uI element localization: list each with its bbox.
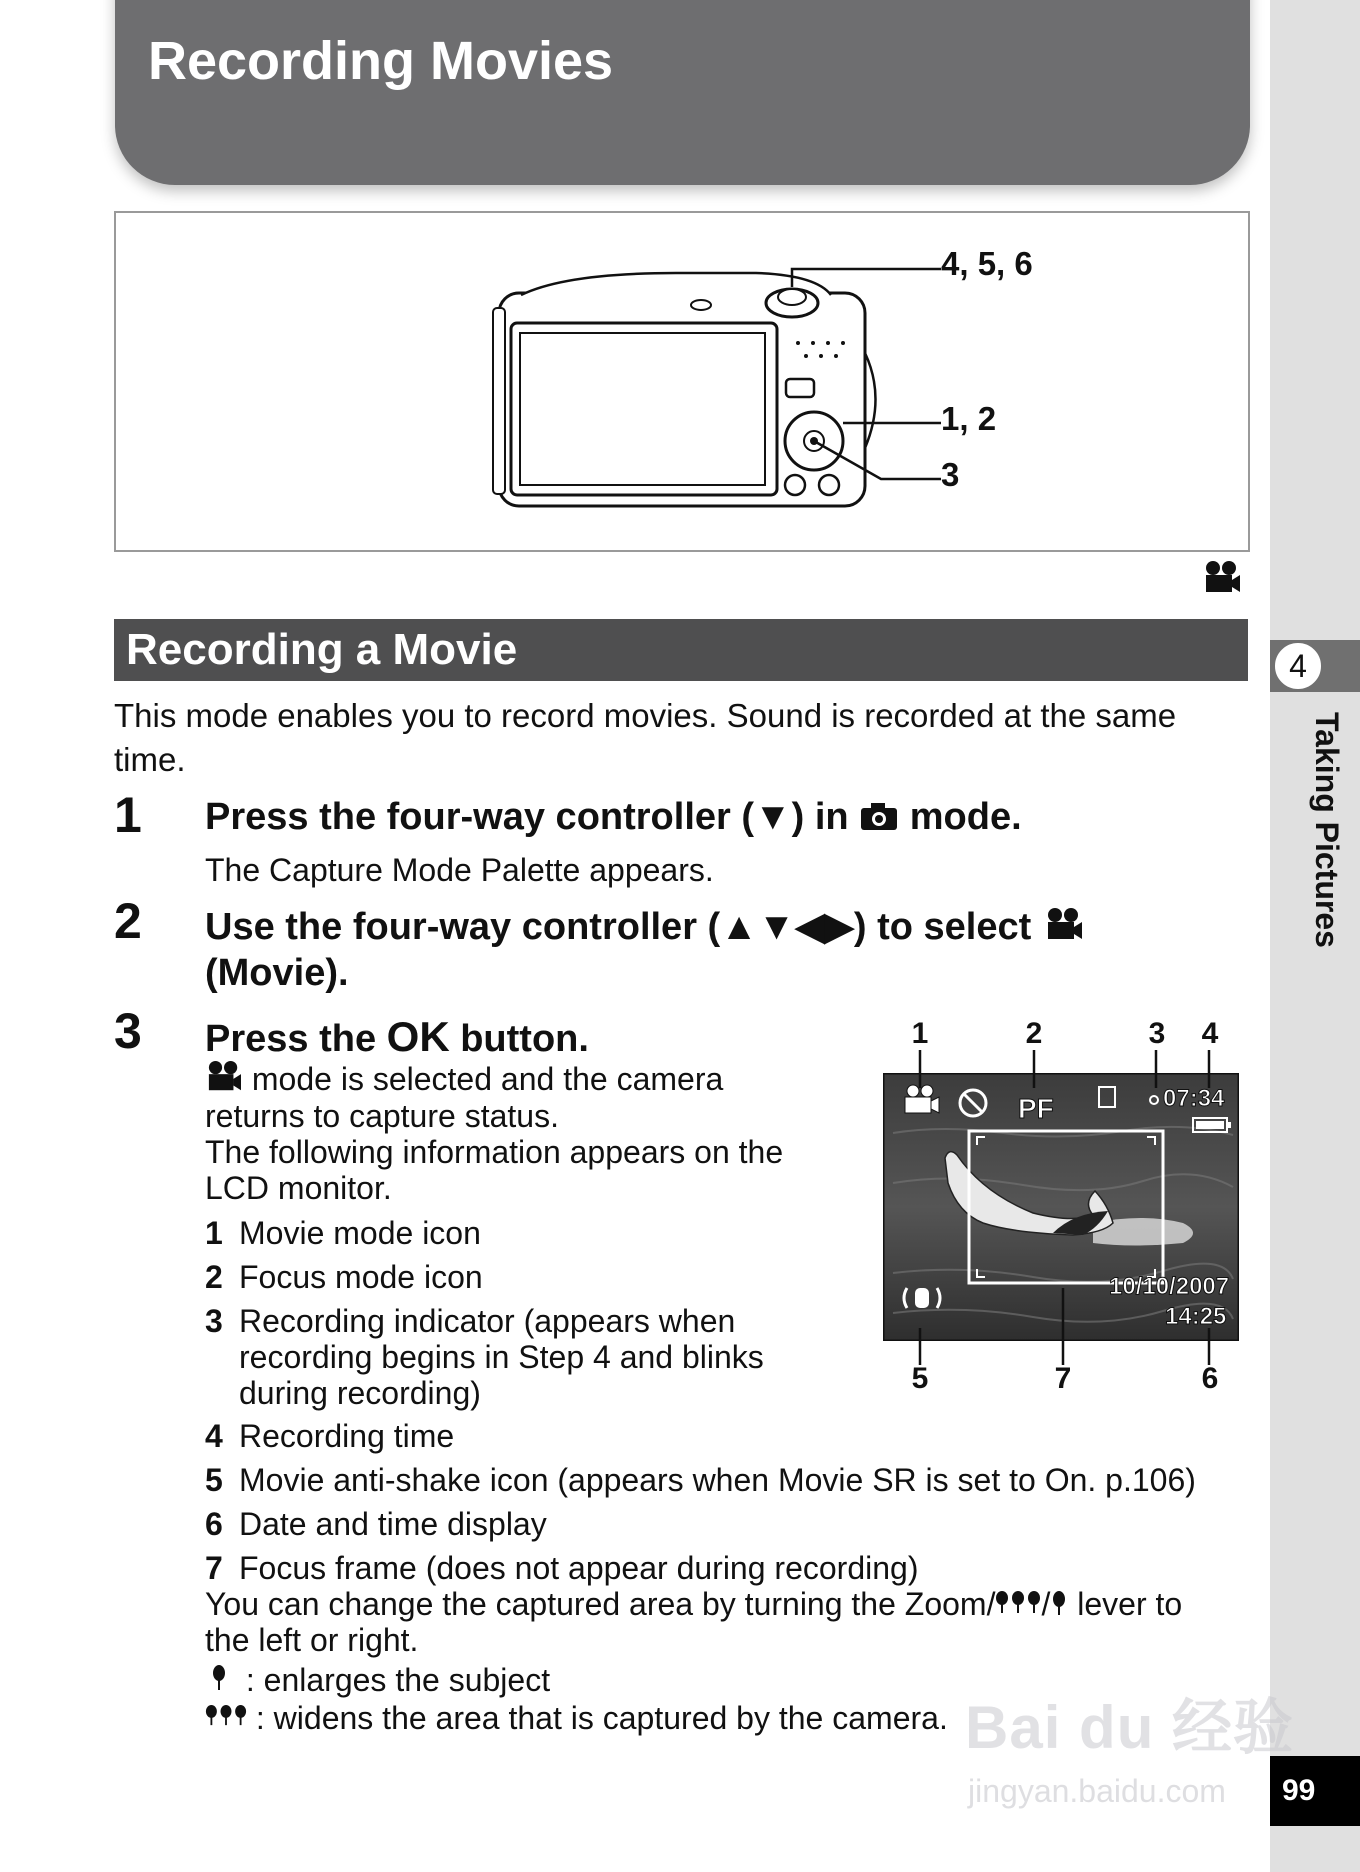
focus-mode-icon: PF bbox=[1018, 1093, 1054, 1124]
list-item bbox=[205, 1506, 547, 1543]
chapter-label: Taking Pictures bbox=[1309, 712, 1345, 948]
step-1-title bbox=[205, 796, 1022, 839]
item-label: Recording indicator (appears when bbox=[239, 1303, 736, 1339]
callout-controller: 1, 2 bbox=[941, 400, 997, 437]
list-item bbox=[205, 1462, 1196, 1499]
telephoto-icon bbox=[205, 1665, 237, 1691]
item-number: 1 bbox=[205, 1215, 223, 1251]
step-3-desc-3: The following information appears on the bbox=[205, 1134, 784, 1170]
wide-note bbox=[205, 1700, 948, 1736]
item-number: 3 bbox=[205, 1303, 223, 1339]
item-number: 6 bbox=[205, 1506, 223, 1542]
screen-leader-lines bbox=[883, 1050, 1239, 1400]
step-3-title bbox=[205, 1013, 589, 1061]
item-label-continued: during recording) bbox=[239, 1375, 481, 1411]
item-label: Focus frame (does not appear during recording) bbox=[239, 1550, 919, 1586]
screen-label-1: 1 bbox=[911, 1017, 929, 1050]
wide-note-text: : widens the area that is captured by the camera. bbox=[255, 1700, 948, 1736]
step-2-title-b: (Movie). bbox=[205, 952, 349, 994]
screen-label-3: 3 bbox=[1148, 1017, 1166, 1050]
wide-angle-icon bbox=[205, 1703, 247, 1729]
page-number: 99 bbox=[1270, 1756, 1360, 1826]
list-item bbox=[205, 1418, 454, 1455]
step-3-desc-2: returns to capture status. bbox=[205, 1098, 559, 1134]
watermark-logo: Bai du 经验 bbox=[965, 1694, 1295, 1761]
zoom-note-c: lever to bbox=[1077, 1586, 1183, 1622]
step-3-title-b: button. bbox=[460, 1018, 589, 1060]
time-display: 14:25 bbox=[1165, 1303, 1227, 1330]
list-item bbox=[205, 1259, 483, 1296]
header-banner bbox=[115, 0, 1250, 185]
section-title: Recording a Movie bbox=[114, 619, 1248, 681]
item-number: 2 bbox=[205, 1259, 223, 1295]
page-title: Recording Movies bbox=[148, 31, 614, 91]
camera-back-illustration bbox=[116, 213, 1248, 550]
telephoto-icon bbox=[1050, 1591, 1068, 1615]
item-label: Recording time bbox=[239, 1418, 455, 1454]
step-3-title-a: Press the bbox=[205, 1018, 377, 1060]
list-item bbox=[205, 1303, 735, 1340]
item-label-continued: recording begins in Step 4 and blinks bbox=[239, 1339, 764, 1375]
item-number: 7 bbox=[205, 1550, 223, 1586]
step-2-number: 2 bbox=[114, 893, 142, 949]
recording-time: 07:34 bbox=[1163, 1085, 1225, 1112]
zoom-note-line-1 bbox=[205, 1586, 1182, 1622]
movie-icon bbox=[205, 1060, 243, 1094]
movie-icon bbox=[1042, 907, 1086, 943]
tele-note-text: : enlarges the subject bbox=[245, 1662, 551, 1698]
step-3-desc-a: mode is selected and the camera bbox=[251, 1061, 724, 1097]
step-3-desc-4: LCD monitor. bbox=[205, 1170, 392, 1206]
list-item bbox=[205, 1550, 918, 1587]
movie-mode-icon bbox=[1202, 560, 1242, 601]
screen-label-6: 6 bbox=[1201, 1362, 1219, 1395]
callout-ok-button: 3 bbox=[941, 456, 960, 493]
item-label: Focus mode icon bbox=[239, 1259, 483, 1295]
watermark-url: jingyan.baidu.com bbox=[968, 1773, 1226, 1809]
screen-label-5: 5 bbox=[911, 1362, 929, 1395]
screen-label-2: 2 bbox=[1025, 1017, 1043, 1050]
step-1-title-b: mode. bbox=[909, 796, 1022, 838]
camera-mode-icon bbox=[859, 800, 899, 832]
item-number: 4 bbox=[205, 1418, 223, 1454]
list-item bbox=[205, 1215, 481, 1252]
chapter-number: 4 bbox=[1272, 640, 1324, 692]
step-1-number: 1 bbox=[114, 787, 142, 843]
item-label: Movie anti-shake icon (appears when Movie SR is set to On. p.106) bbox=[239, 1462, 1196, 1498]
wide-angle-icon bbox=[995, 1591, 1041, 1615]
screen-label-4: 4 bbox=[1201, 1017, 1219, 1050]
step-3-number: 3 bbox=[114, 1003, 142, 1059]
screen-label-7: 7 bbox=[1054, 1362, 1072, 1395]
date-display: 10/10/2007 bbox=[1109, 1273, 1230, 1300]
item-label: Date and time display bbox=[239, 1506, 547, 1542]
zoom-note-slash: / bbox=[1041, 1586, 1051, 1622]
step-2-title-a: Use the four-way controller (▲▼◀▶) to select bbox=[205, 906, 1032, 948]
step-1-desc: The Capture Mode Palette appears. bbox=[205, 852, 714, 888]
camera-figure bbox=[114, 211, 1250, 552]
zoom-note-a: You can change the captured area by turning the Zoom/ bbox=[205, 1586, 996, 1622]
step-2-title bbox=[205, 904, 1086, 949]
tele-note bbox=[205, 1662, 550, 1698]
ok-label: OK bbox=[386, 1013, 450, 1060]
intro-text: This mode enables you to record movies. Sound is recorded at the same time. bbox=[114, 697, 1177, 778]
item-label: Movie mode icon bbox=[239, 1215, 481, 1251]
item-number: 5 bbox=[205, 1462, 223, 1498]
step-3-desc-1 bbox=[205, 1060, 723, 1097]
callout-shutter: 4, 5, 6 bbox=[941, 245, 1033, 282]
step-1-title-a: Press the four-way controller (▼) in bbox=[205, 796, 849, 838]
zoom-note-line-2: the left or right. bbox=[205, 1622, 419, 1658]
